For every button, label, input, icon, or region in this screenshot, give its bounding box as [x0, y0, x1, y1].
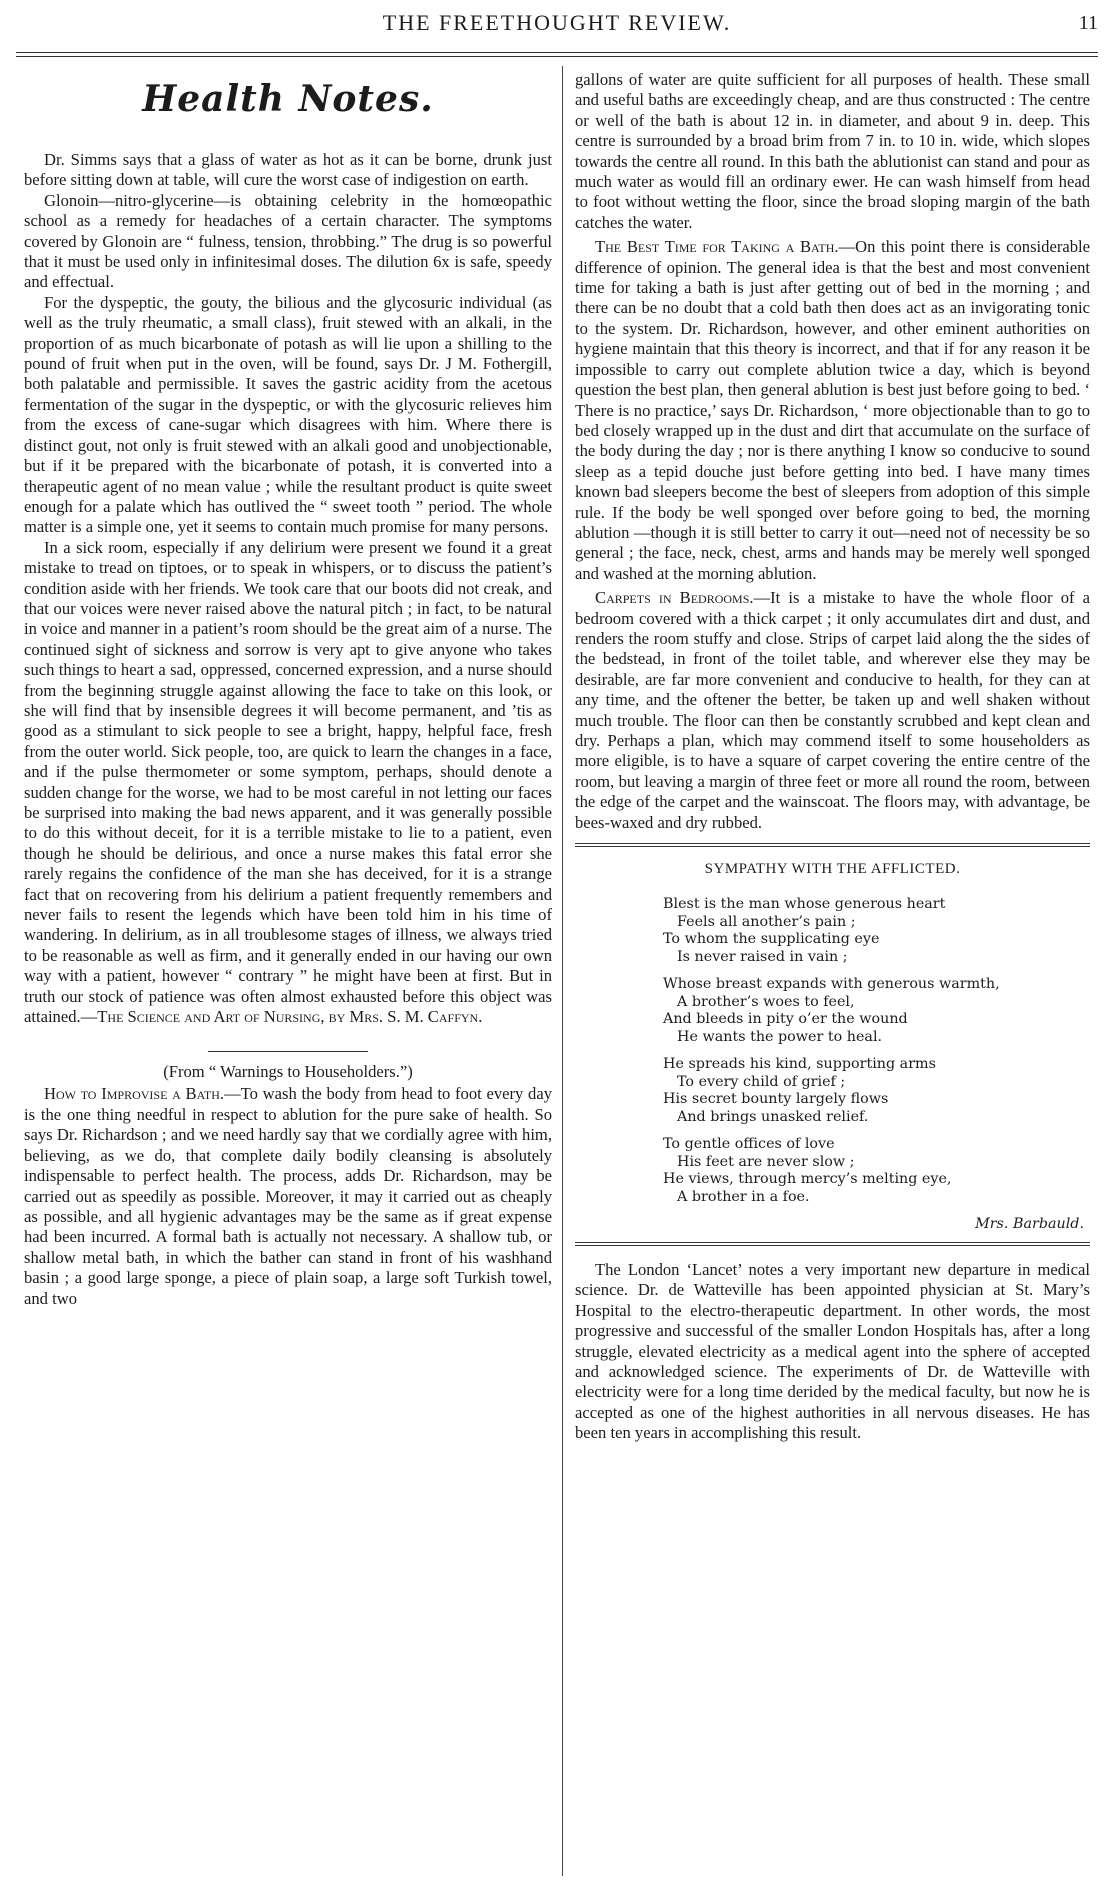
paragraph-glonoin: Glonoin—nitro-glycerine—is obtaining celebrity in the homœopathic school as a remedy for headaches of a certain character. The symptoms covered by Glonoin are “ fulness, tension, throbbing.” The drug is so powerful that it must be used only in infinitesimal doses. The dilution 6x is safe, speedy and effectual. — [24, 190, 552, 292]
poem-title: SYMPATHY WITH THE AFFLICTED. — [704, 861, 961, 878]
poem-line: A brother’s woes to feel, — [677, 993, 855, 1010]
poem-line: A brother in a foe. — [677, 1188, 810, 1205]
bath-lead: How to Improvise a Bath. — [44, 1084, 225, 1104]
sick-room-text: In a sick room, especially if any delirium were present we found it a great mistake to tread on tiptoes, or to speak in whispers, or to discuss the patient’s condition aside with her friends. We took care that our boots did not creak, and that our voices were never raised above the natural pitch ; in fact, to be natural in voice and manner in a patient’s room should be the great aim of a nurse. The continued sight of sickness and sorrow is very apt to give anyone who takes such things to heart a sad, oppressed, concerned expression, and a nurse should from the beginning struggle against allowing the face to take on this look, or she will find that by insensible degrees it will become permanent, and ’tis as good as a stimulant to sick people to see a bright, happy, helpful face, fresh from the outer world. Sick people, too, are quick to learn the changes in a face, and if the pulse thermometer or some symptom, perhaps, should denote a sudden change for the worse, we had to be most careful in not letting our faces be surprised into making the bad news apparent, and it was generally possible to do this without deceit, for it is a terrible mistake to lie to a patient, even though he should be delirious, and once a nurse makes this fatal error she rarely regains the confidence of the man she has deceived, for it is a strange fact that on recovering from his delirium a patient frequently remembers and never fails to resent the legends which have been told him in his time of wandering. In delirium, as in all troublesome stages of illness, we always tried to be reasonable as well as firm, and it generally ended in our having our own way with a patient, however “ contrary ” he might have been at first. But in truth our stock of patience was often almost exhausted before this object was attained.— — [24, 537, 552, 1027]
bath-text: —To wash the body from head to foot every day is the one thing needful in respect to ablution for the pure sake of health. So says Dr. Richardson ; and we need hardly say that we cordially agree with him, believing, as we do, that complete daily bodily cleansing is absolutely indispensable to perfect health. The process, adds Dr. Richardson, may be carried out as speedily as possible. Moreover, it may it carried out as cheaply as possible, and all hygienic advantages may be the same as if great expense had been incurred. A formal bath is actually not necessary. A shallow tub, or shallow metal bath, in which the bather can stand in front of his washhand basin ; a good large sponge, a piece of plain soap, a large soft Turkish towel, and two — [24, 1084, 552, 1308]
sub-heading: (From “ Warnings to Householders.”) — [163, 1062, 413, 1082]
poem-line: He spreads his kind, supporting arms — [663, 1056, 936, 1073]
poem-author: Mrs. Barbauld. — [975, 1216, 1084, 1233]
article-source: The Science and Art of Nursing, by Mrs. S. M. Caffyn. — [97, 1007, 483, 1027]
paragraph-sick-room — [24, 538, 552, 1028]
section-heading: Health Notes. — [142, 78, 434, 120]
poem-rule — [575, 843, 1090, 847]
paragraph-improvise-bath — [24, 1084, 552, 1308]
carpets-lead: Carpets in Bedrooms. — [595, 588, 754, 608]
paragraph-best-time — [575, 237, 1090, 584]
lancet-rule — [575, 1242, 1090, 1246]
poem-line: To whom the supplicating eye — [663, 931, 880, 948]
poem-line: Whose breast expands with generous warmth, — [663, 976, 1000, 993]
poem-line: His secret bounty largely flows — [663, 1091, 889, 1108]
carpets-text: —It is a mistake to have the whole floor of a bedroom covered with a thick carpet ; it only accumulates dirt and dust, and renders the room stuffy and close. Strips of carpet laid along the the sides of the bedstead, in front of the toilet table, and wherever else they may be desirable, are far more convenient and conducive to health, for they can at any time, and the oftener the better, be taken up and well shaken without much trouble. The floor can then be constantly scrubbed and kept clean and dry. Perhaps a plan, which may commend itself to some householders as more eligible, is to have a square of carpet covering the entire centre of the room, but leaving a margin of three feet or more all round the room, between the edge of the carpet and the wainscoat. The floors may, with advantage, be bees-waxed and dry rubbed. — [575, 588, 1090, 832]
column-divider — [562, 66, 563, 1876]
poem-line: He views, through mercy’s melting eye, — [663, 1171, 952, 1188]
poem-line: To gentle offices of love — [663, 1136, 835, 1153]
poem-stanza — [663, 1056, 1090, 1126]
poem-line: To every child of grief ; — [677, 1073, 846, 1090]
poem-line: Feels all another’s pain ; — [677, 913, 856, 930]
header-rule-bottom — [16, 56, 1098, 57]
paragraph-dyspeptic: For the dyspeptic, the gouty, the bilious and the glycosuric individual (as well as the truly rheumatic, a small class), fruit stewed with an alkali, in the proportion of as much bicarbonate of potash as will lie upon a shilling to the pound of fruit when put in the oven, will be found, says Dr. J M. Fothergill, both palatable and permissible. It saves the gastric acidity from the acetous fermentation of the sugar in the dyspeptic, or with the glycosuric relieves him from the excess of cane-sugar which disagrees with him. Where there is distinct gout, not only is fruit stewed with an alkali good and unobjectionable, but if it be prepared with the bicarbonate of potash, it is converted into a therapeutic agent of no mean value ; while the resultant product is quite sweet enough for a palate which has outlived the “ sweet tooth ” period. The whole matter is a simple one, yet it seems to contain much promise for many persons. — [24, 292, 552, 537]
poem-line: And brings unasked relief. — [677, 1108, 869, 1125]
paragraph-carpets — [575, 588, 1090, 833]
poem-line: He wants the power to heal. — [677, 1028, 883, 1045]
poem-line: Blest is the man whose generous heart — [663, 896, 946, 913]
page-number: 11 — [1078, 12, 1098, 34]
poem-line: And bleeds in pity o’er the wound — [663, 1011, 908, 1028]
header-rule-top — [16, 52, 1098, 53]
right-column — [575, 70, 1090, 1444]
poem-line: Is never raised in vain ; — [677, 948, 848, 965]
paragraph-lancet: The London ‘Lancet’ notes a very important new departure in medical science. Dr. de Watteville has been appointed physician at St. Mary’s Hospital to the electro-therapeutic department. In other words, the most progressive and successful of the smaller London Hospitals has, after a long struggle, elevated electricity as a medical agent into the sphere of accepted and acknowledged science. The experiments of Dr. de Watteville with electricity were for a long time derided by the medical faculty, but now he is accepted as one of the highest authorities in all nervous diseases. He has been ten years in accomplishing this result. — [575, 1260, 1090, 1443]
poem-stanza — [663, 1136, 1090, 1206]
poem-line: His feet are never slow ; — [677, 1153, 855, 1170]
poem-stanza — [663, 896, 1090, 966]
running-header — [0, 8, 1114, 48]
paragraph-hot-water: Dr. Simms says that a glass of water as hot as it can be borne, drunk just before sitting down at table, will cure the worst case of indigestion on earth. — [24, 150, 552, 190]
best-time-lead: The Best Time for Taking a Bath. — [595, 237, 839, 257]
poem-stanza — [663, 976, 1090, 1046]
section-divider — [208, 1051, 368, 1052]
left-column — [24, 70, 552, 1309]
best-time-text: —On this point there is considerable difference of opinion. The general idea is that the best and most convenient time for taking a bath is just after getting out of bed in the morning ; and there can be no doubt that a cold bath then does act as an invigorating tonic to the system. Dr. Richardson, however, and other eminent authorities on hygiene maintain that this theory is incorrect, and that if for any reason it be impossible to carry out complete ablution twice a day, which is beyond question the best plan, then general ablution is best just before going to bed. ‘ There is no practice,’ says Dr. Richardson, ‘ more objectionable than to go to bed closely wrapped up in the dust and dirt that accumulate on the surface of the body during the day ; nor is there anything I know so conducive to sound sleep as a tepid douche just before getting into bed. I have many times known bad sleepers become the best of sleepers from adoption of this simple rule. If the body be well sponged over before going to bed, the morning ablution —though it is still better to carry it out—need not of necessity be so general ; the face, neck, chest, arms and hands may be merely well sponged and washed at the morning ablution. — [575, 237, 1090, 583]
journal-title: THE FREETHOUGHT REVIEW. — [382, 10, 732, 35]
paragraph-bath-continued: gallons of water are quite sufficient for all purposes of health. These small and useful baths are exceedingly cheap, and are thus constructed : The centre or well of the bath is about 12 in. in diameter, and about 9 in. deep. This centre is surrounded by a broad brim from 7 in. to 10 in. wide, which slopes towards the centre all round. In this bath the ablutionist can stand and pour as much water as would fill an ordinary ewer. He can wash himself from head to foot without wetting the floor, since the broad sloping margin of the bath catches the water. — [575, 70, 1090, 232]
